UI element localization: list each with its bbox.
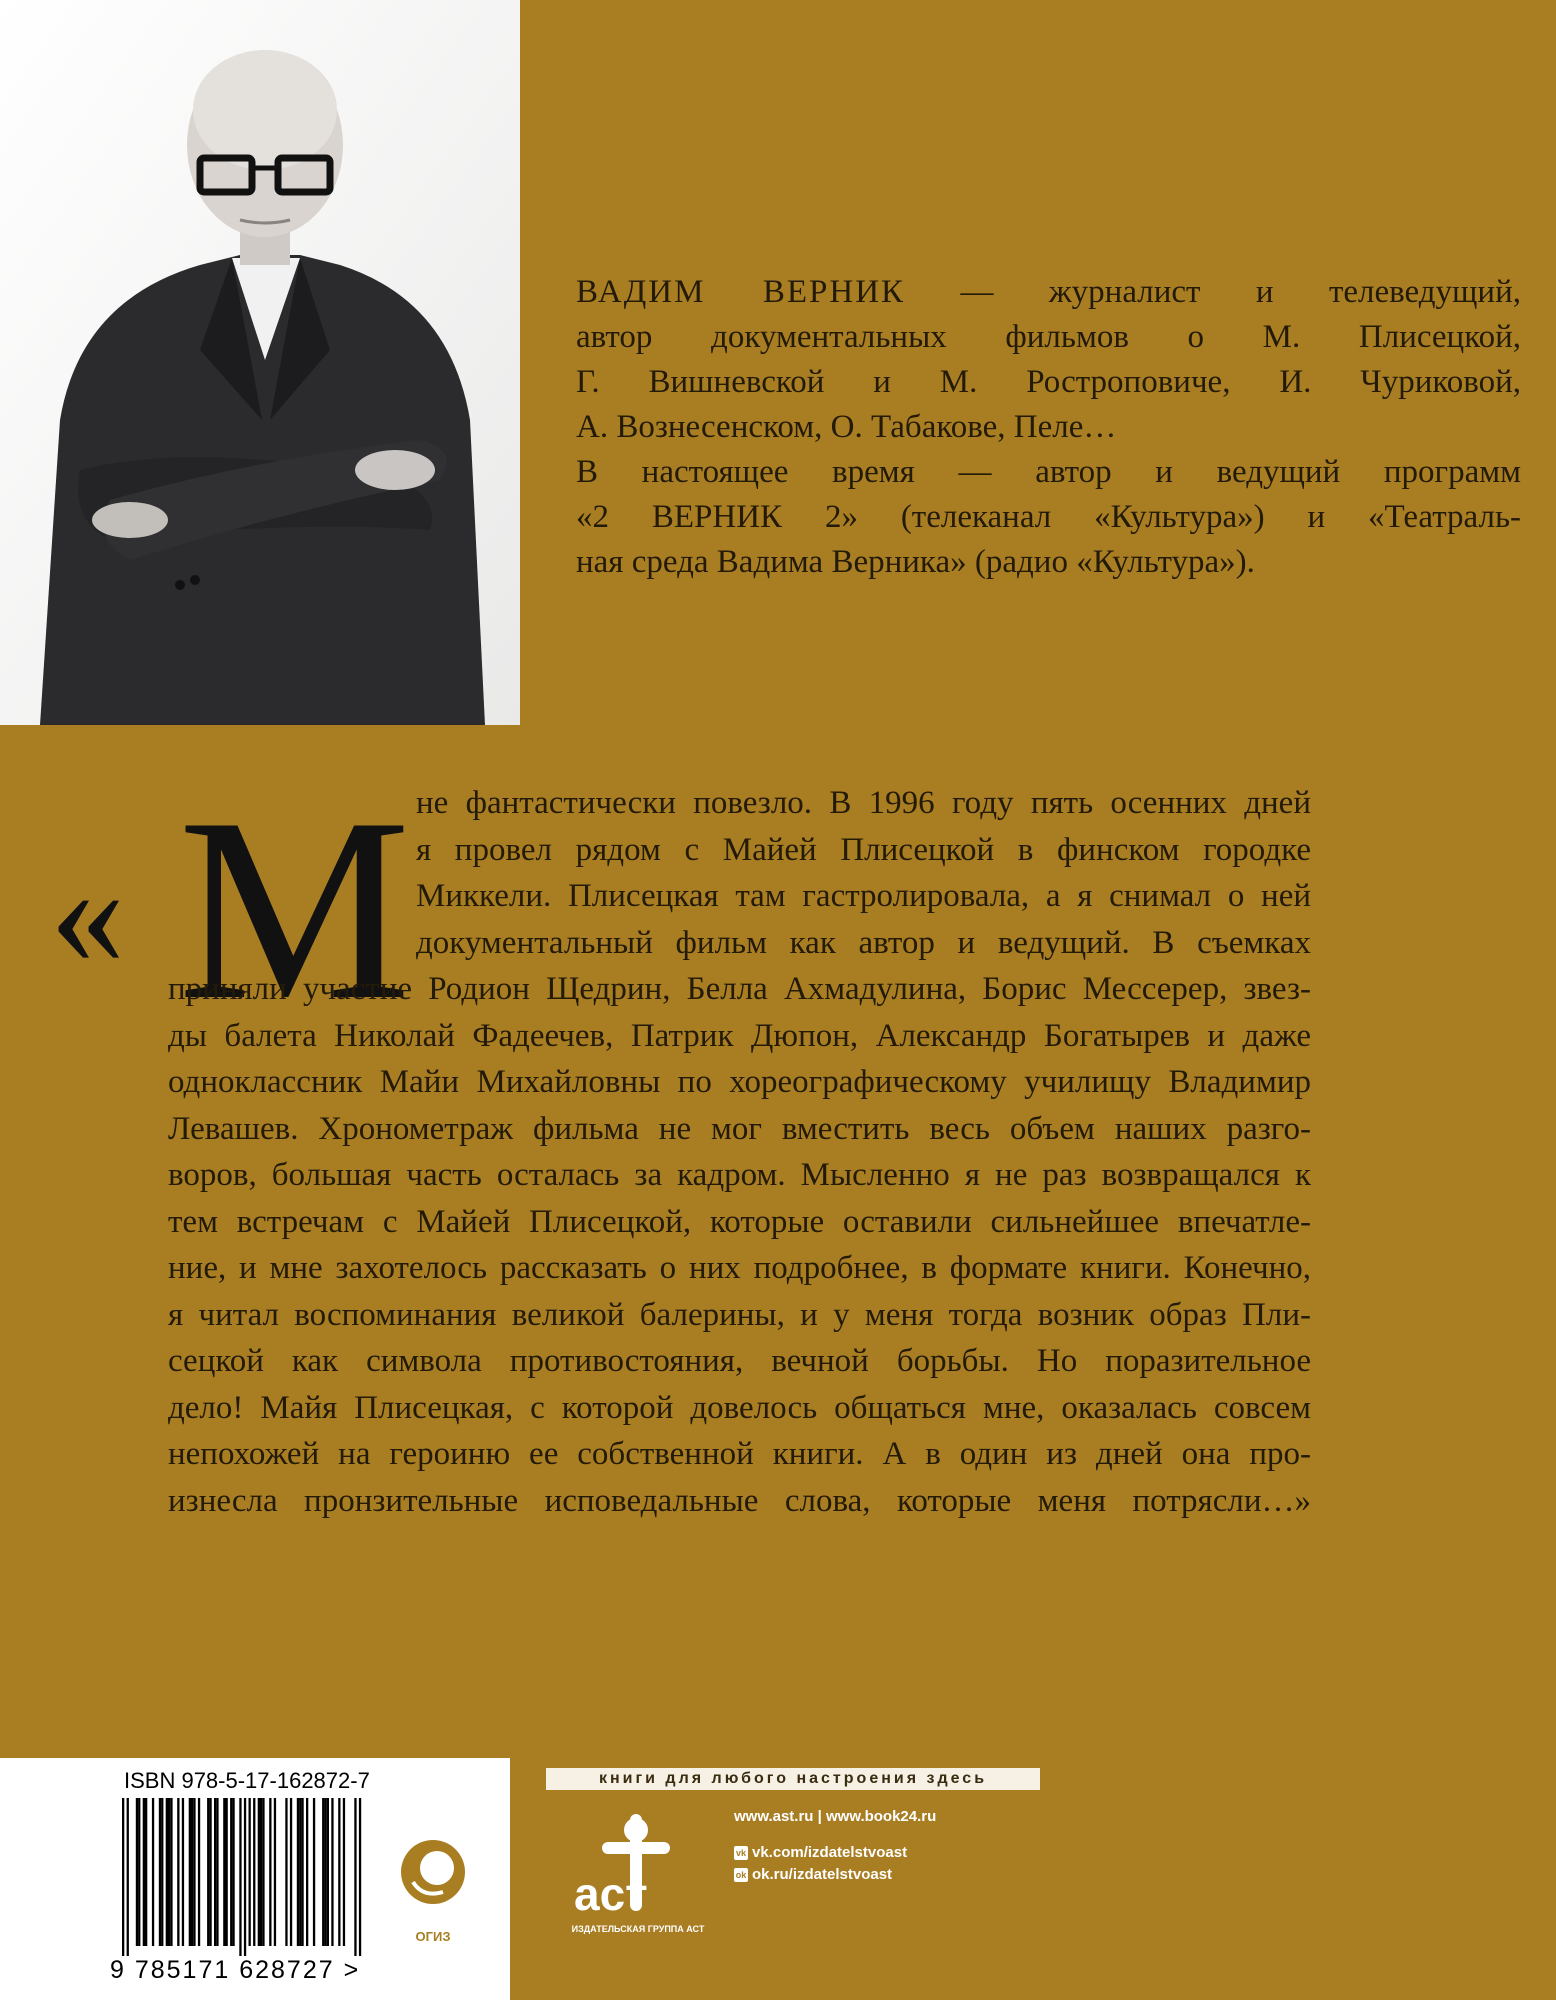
barcode-bar	[306, 1798, 308, 1946]
quote-line-10: тем встречам с Майей Плисецкой, которые оставили сильнейшее впечатле-	[168, 1203, 1311, 1240]
barcode-bar	[214, 1798, 216, 1946]
barcode-bar	[244, 1798, 246, 1956]
ok-link[interactable]	[734, 1864, 936, 1886]
barcode-bar	[239, 1798, 241, 1956]
isbn-label: ISBN 978-5-17-162872-7	[124, 1768, 370, 1793]
barcode-bar	[253, 1798, 255, 1946]
quote-line-1: не фантастически повезло. В 1996 году пять осенних дней	[416, 785, 1311, 821]
quote-line-5: приняли участие Родион Щедрин, Белла Ахмадулина, Борис Мессерер, звез-	[168, 971, 1311, 1007]
barcode-bar	[177, 1798, 179, 1946]
quote-line-11: ние, и мне захотелось рассказать о них подробнее, в формате книги. Конечно,	[168, 1250, 1311, 1286]
barcode-bar	[262, 1798, 264, 1946]
quote-line-6: ды балета Николай Фадеечев, Патрик Дюпон, Александр Богатырев и даже	[168, 1017, 1311, 1054]
open-quote-mark: «	[50, 830, 125, 996]
quote-line-7: одноклассник Майи Михайловны по хореографическому училищу Владимир	[168, 1064, 1311, 1100]
barcode-bar	[331, 1798, 333, 1946]
barcode-bar	[207, 1798, 209, 1946]
barcode-bar	[138, 1798, 140, 1946]
barcode-bar	[166, 1798, 168, 1946]
barcode-bar	[274, 1798, 276, 1946]
publisher-links	[734, 1806, 936, 1886]
barcode-bar	[301, 1798, 303, 1946]
ast-logo-icon	[566, 1810, 706, 1920]
barcode-bar	[170, 1798, 172, 1946]
barcode-bar	[327, 1798, 329, 1946]
barcode-bar	[285, 1798, 287, 1946]
quote-line-12: я читал воспоминания великой балерины, и у меня тогда возник образ Пли-	[168, 1296, 1311, 1333]
barcode-bar	[354, 1798, 356, 1956]
barcode-bar	[343, 1798, 345, 1946]
author-photo	[0, 0, 520, 725]
quote-line-16: изнесла пронзительные исповедальные слова, которые меня потрясли…»	[168, 1482, 1311, 1519]
barcode-bar	[198, 1798, 200, 1946]
quote-line-2: я провел рядом с Майей Плисецкой в финском городке	[416, 831, 1311, 868]
barcode-bar	[216, 1798, 218, 1946]
quote-line-15: непохожей на героиню ее собственной книги. А в один из дней она про-	[168, 1436, 1311, 1472]
barcode-bar	[189, 1798, 191, 1946]
barcode-bar	[359, 1798, 361, 1956]
vk-link-text: vk.com/izdatelstvoast	[752, 1844, 908, 1861]
barcode-bar	[168, 1798, 170, 1946]
barcode-bar	[258, 1798, 260, 1946]
bio-line-3: Г. Вишневской и М. Ростроповиче, И. Чуриковой,	[576, 364, 1521, 400]
vk-link[interactable]	[734, 1842, 936, 1864]
author-photo-icon	[0, 0, 520, 725]
author-bio	[576, 270, 1521, 585]
publisher-panel	[510, 1758, 1556, 2000]
barcode-bar	[191, 1798, 193, 1946]
barcode-bar	[152, 1798, 154, 1946]
barcode-bar	[122, 1798, 124, 1956]
bio-line-6: «2 ВЕРНИК 2» (телеканал «Культура») и «Театраль-	[576, 499, 1521, 535]
drop-cap: М	[178, 764, 411, 1054]
barcode-bar	[193, 1798, 195, 1946]
barcode-bar	[159, 1798, 161, 1946]
barcode-bar	[143, 1798, 145, 1946]
ogiz-logo-icon	[399, 1818, 467, 1928]
barcode-bar	[136, 1798, 138, 1946]
bio-line-1: ВАДИМ ВЕРНИК — журналист и телеведущий,	[576, 274, 1521, 310]
barcode-bar	[226, 1798, 228, 1946]
barcode-icon	[120, 1798, 370, 1958]
ogiz-label: ОГИЗ	[415, 1929, 451, 1944]
barcode-bar	[297, 1798, 299, 1946]
author-name: ВАДИМ ВЕРНИК	[576, 274, 906, 310]
quote-line-8: Левашев. Хронометраж фильма не мог вместить весь объем наших разго-	[168, 1110, 1311, 1147]
quote-line-4: документальный фильм как автор и ведущий. В съемках	[416, 924, 1311, 961]
quote-line-14: дело! Майя Плисецкая, с которой довелось общаться мне, оказалась совсем	[168, 1389, 1311, 1426]
bio-line-4: А. Вознесенском, О. Табакове, Пеле…	[576, 409, 1117, 445]
barcode-panel	[0, 1758, 510, 2000]
barcode-bar	[209, 1798, 211, 1946]
websites-link[interactable]: www.ast.ru | www.book24.ru	[734, 1808, 937, 1825]
barcode-bar	[145, 1798, 147, 1946]
quote-text	[168, 764, 1311, 1524]
ok-link-text: ok.ru/izdatelstvoast	[752, 1866, 893, 1883]
vk-icon: vk	[735, 1848, 746, 1858]
barcode-bar	[324, 1798, 326, 1946]
barcode-bar	[269, 1798, 271, 1946]
barcode-bar	[338, 1798, 340, 1946]
barcode-bar	[127, 1798, 129, 1956]
publisher-tagline: книги для любого настроения здесь	[546, 1768, 1040, 1790]
barcode-bar	[223, 1798, 225, 1946]
ok-icon: ok	[735, 1870, 747, 1880]
barcode-bar	[230, 1798, 232, 1946]
barcode-bar	[290, 1798, 292, 1946]
barcode-bar	[299, 1798, 301, 1946]
bio-line-5: В настоящее время — автор и ведущий программ	[576, 454, 1521, 490]
barcode-bar	[249, 1798, 251, 1946]
ast-caption: ИЗДАТЕЛЬСКАЯ ГРУППА АСТ	[571, 1924, 705, 1934]
bio-line-2: автор документальных фильмов о М. Плисецкой,	[576, 319, 1521, 355]
barcode-bar	[260, 1798, 262, 1946]
quote-line-3: Миккели. Плисецкая там гастролировала, а я снимал о ней	[416, 878, 1311, 914]
ast-logo-text: аст	[574, 1868, 648, 1920]
quote-line-9: воров, большая часть осталась за кадром. Мысленно я не раз возвращался к	[168, 1157, 1311, 1193]
barcode-bar	[313, 1798, 315, 1946]
barcode-bar	[161, 1798, 163, 1946]
barcode-digits: 9 785171 628727 >	[110, 1956, 361, 1984]
bio-line-7: ная среда Вадима Верника» (радио «Культура»).	[576, 544, 1255, 580]
barcode-bar	[182, 1798, 184, 1946]
barcode-bar	[232, 1798, 234, 1946]
barcode-bar	[322, 1798, 324, 1946]
quote-line-13: сецкой как символа противостояния, вечной борьбы. Но поразительное	[168, 1343, 1311, 1379]
